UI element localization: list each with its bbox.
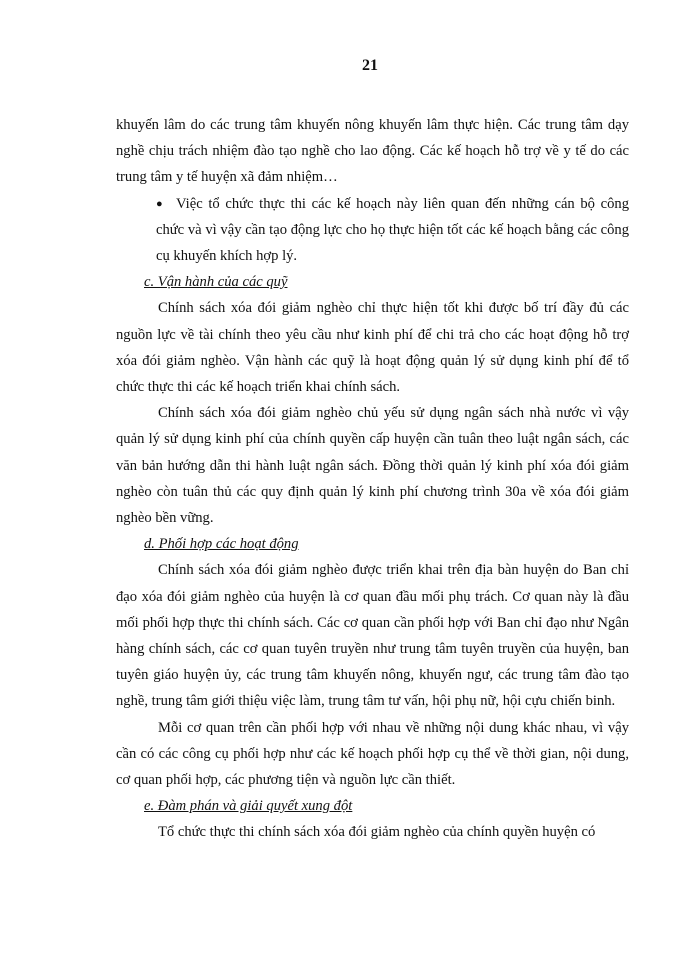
section-heading-e: e. Đàm phán và giải quyết xung đột: [144, 798, 353, 815]
paragraph: khuyến lâm do các trung tâm khuyến nông khuyến lâm thực hiện. Các trung tâm dạy nghề chịu trách nhiệm đào tạo nghề cho lao động. Các kế hoạch hỗ trợ về y tế do các trung tâm y tế huyện xã đảm nhiệm…: [116, 117, 629, 186]
bullet-text: Việc tổ chức thực thi các kế hoạch này liên quan đến những cán bộ công chức và vì vậy cần tạo động lực cho họ thực hiện tốt các kế hoạch bằng các công cụ khuyến khích hợp lý.: [156, 195, 629, 265]
bullet-item: [116, 191, 629, 270]
paragraph: Chính sách xóa đói giảm nghèo chủ yếu sử dụng ngân sách nhà nước vì vậy quản lý sử dụng kinh phí của chính quyền cấp huyện cần tuân theo luật ngân sách, các văn bản hướng dẫn thi hành luật ngân sách. Đồng thời quản lý kinh phí xóa đói giảm nghèo còn tuân thủ các quy định quản lý kinh phí chương trình 30a về xóa đói giảm nghèo bền vững.: [116, 405, 629, 527]
body-text: [116, 112, 629, 846]
paragraph: Tổ chức thực thi chính sách xóa đói giảm nghèo của chính quyền huyện có: [158, 824, 596, 841]
paragraph: Mỗi cơ quan trên cần phối hợp với nhau về những nội dung khác nhau, vì vậy cần có các công cụ phối hợp như các kế hoạch phối hợp cụ thể về thời gian, nội dung, cơ quan phối hợp, các phương tiện và nguồn lực cần thiết.: [116, 719, 629, 789]
page-number: 21: [362, 57, 378, 74]
bullet-icon: ●: [156, 197, 163, 210]
section-heading-d: d. Phối hợp các hoạt động: [144, 536, 299, 553]
section-heading-c: c. Vận hành của các quỹ: [144, 274, 288, 291]
paragraph: Chính sách xóa đói giảm nghèo được triển khai trên địa bàn huyện do Ban chỉ đạo xóa đói giảm nghèo của huyện là cơ quan đầu mối phụ trách. Cơ quan này là đầu mối phối hợp thực thi chính sách. Các cơ quan cần phối hợp với Ban chỉ đạo như Ngân hàng chính sách, các cơ quan tuyên truyền như trung tâm tuyên truyền của huyện, ban tuyên giáo huyện ủy, các trung tâm khuyến nông, khuyến ngư, các trung tâm đào tạo nghề, trung tâm giới thiệu việc làm, trung tâm tư vấn, hội phụ nữ, hội cựu chiến binh.: [116, 562, 629, 710]
paragraph: Chính sách xóa đói giảm nghèo chỉ thực hiện tốt khi được bố trí đầy đủ các nguồn lực về tài chính theo yêu cầu như kinh phí để chi trả cho các hoạt động hỗ trợ xóa đói giảm nghèo. Vận hành các quỹ là hoạt động quản lý sử dụng kinh phí để tổ chức thực thi các kế hoạch triển khai chính sách.: [116, 300, 629, 396]
